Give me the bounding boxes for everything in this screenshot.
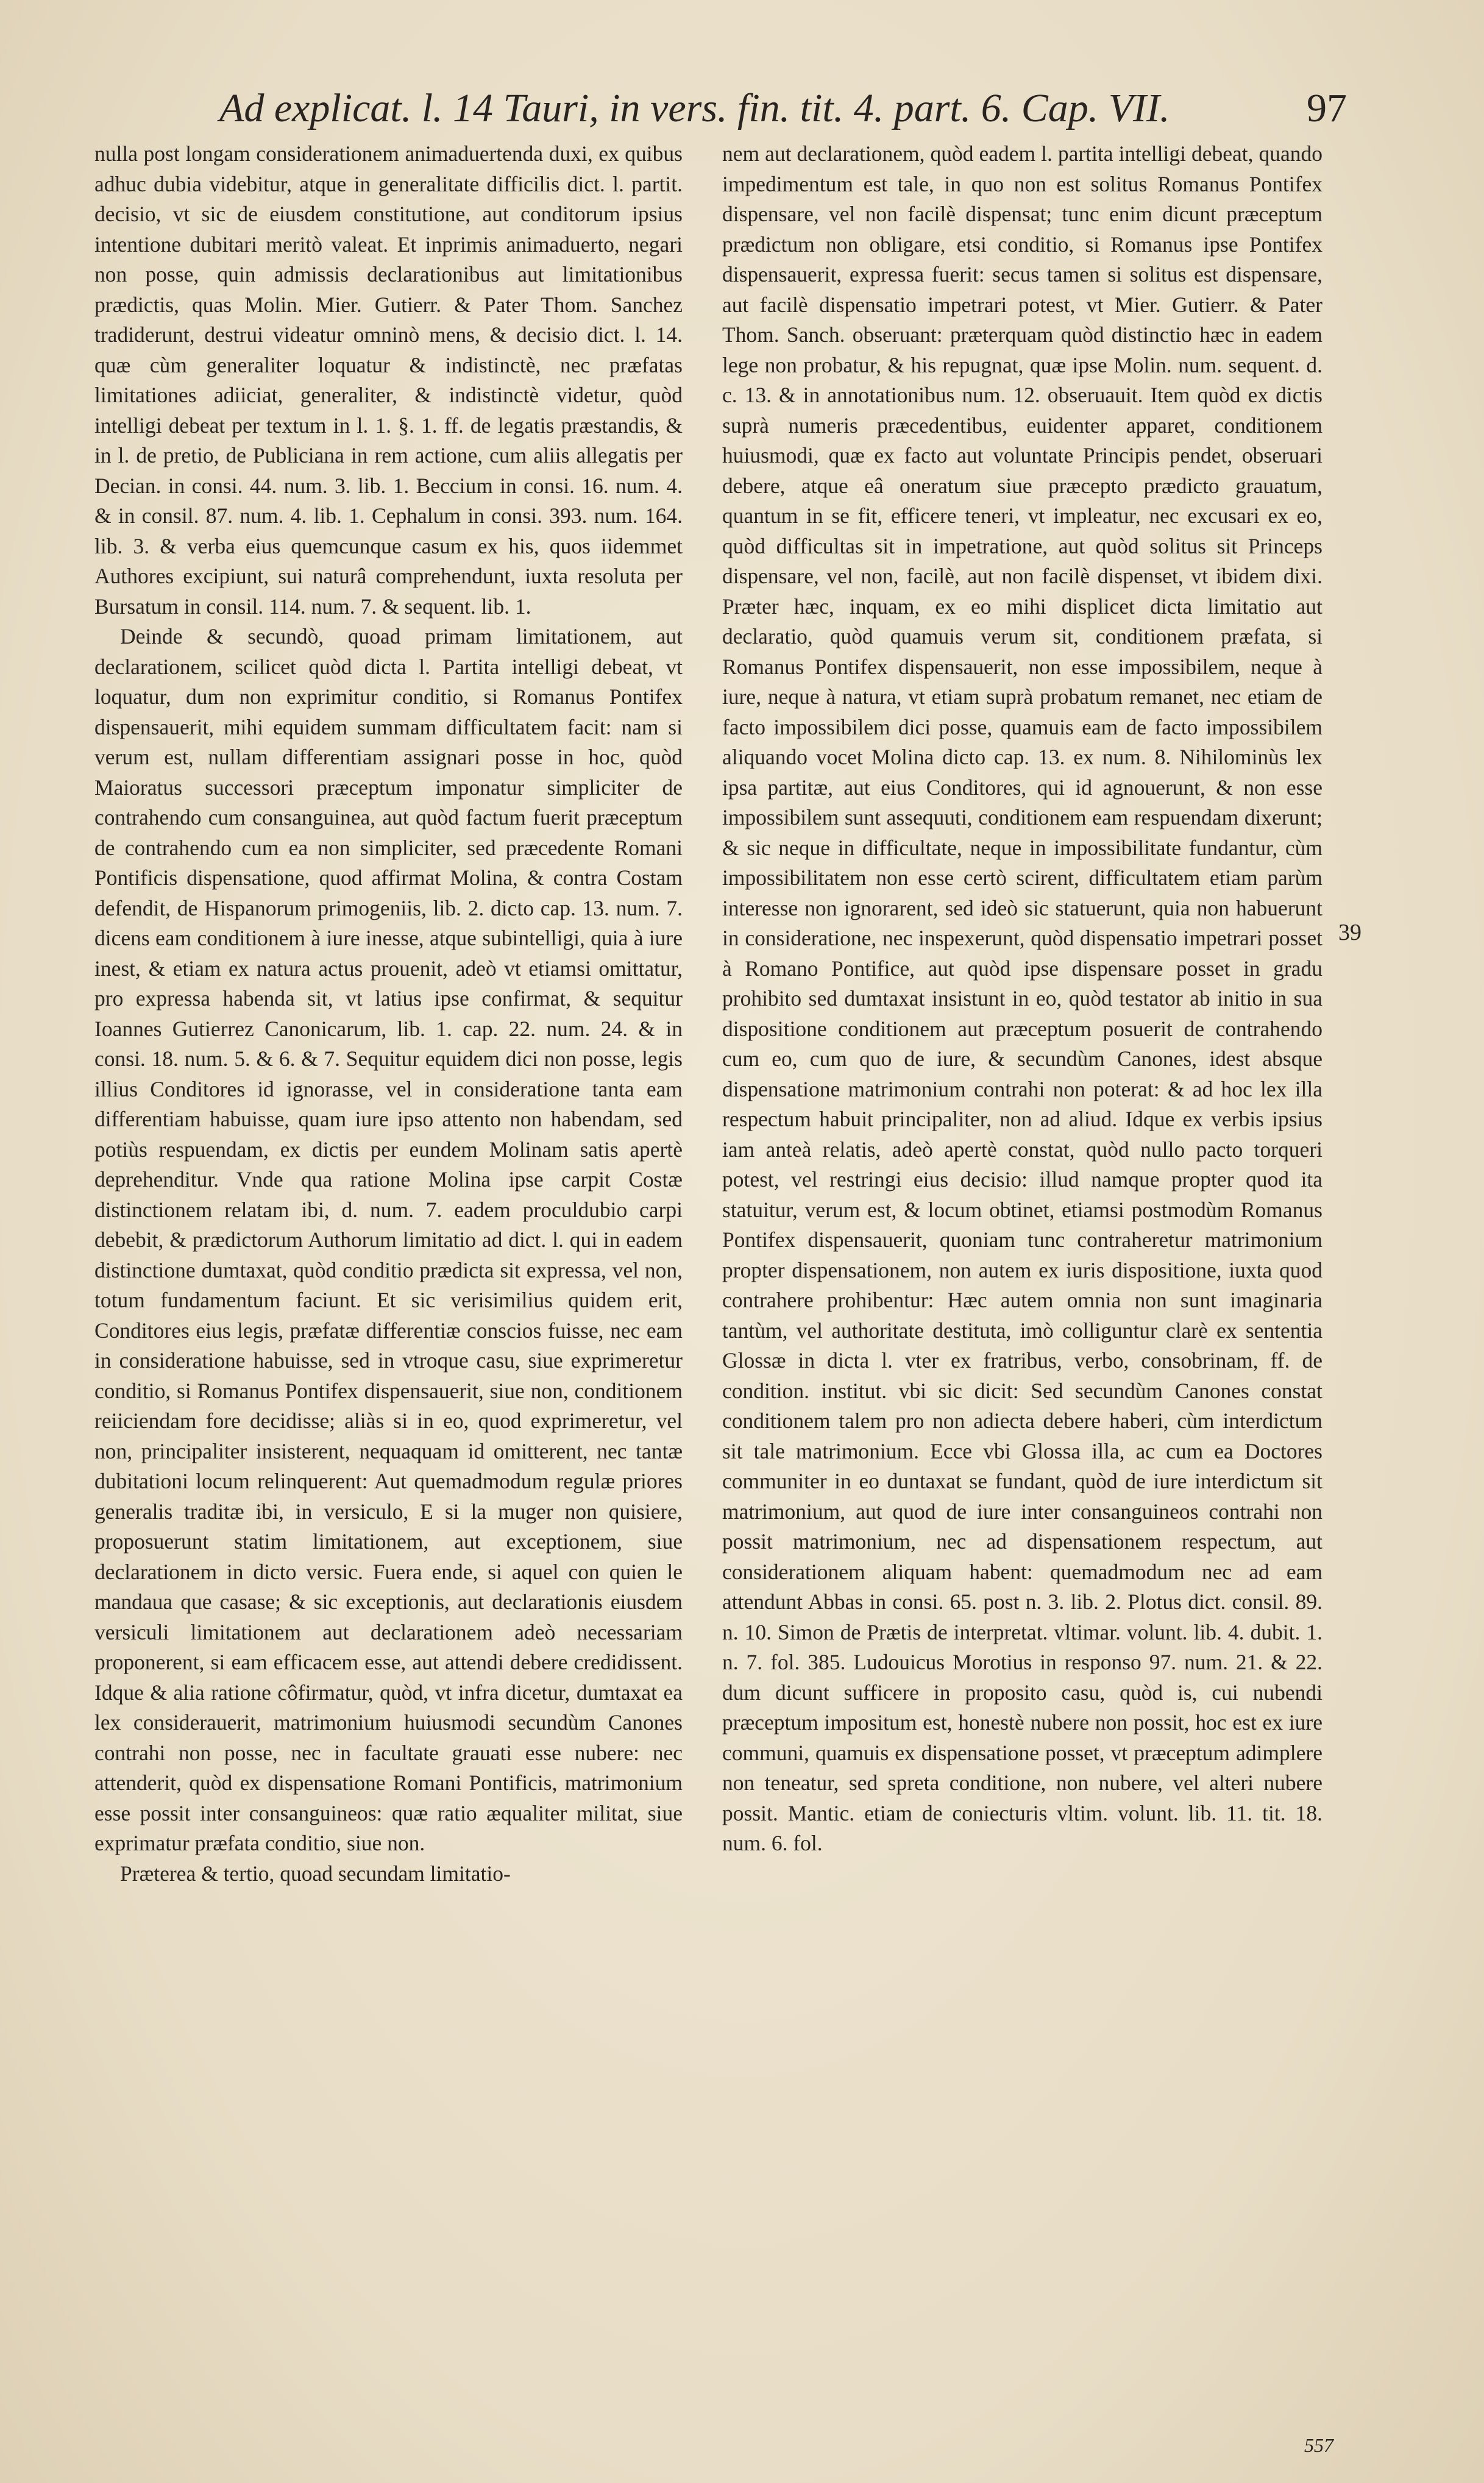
running-title: Ad explicat. l. 14 Tauri, in vers. fin. tit. 4. part. 6. Cap. VII. [219,86,1170,130]
right-column [722,139,1322,1859]
paragraph: nem aut declarationem, quòd eadem l. partita intelligi debeat, quando impedimentum est tale, in quo non est solitus Romanus Pontifex dispensare, vel non facilè dispensat; tunc enim dicunt præceptum prædictum non obligare, etsi conditio, si Romanus ipse Pontifex dispensauerit, expressa fuerit: secus tamen si solitus est dispensare, aut facilè dispensatio impetrari potest, vt Mier. Gutierr. & Pater Thom. Sanch. obseruant: præterquam quòd distinctio hæc in eadem lege non probatur, & his repugnat, quæ ipse Molin. num. sequent. d. c. 13. & in annotationibus num. 12. obseruauit. Item quòd ex dictis suprà numeris præcedentibus, euidenter apparet, conditionem huiusmodi, quæ ex facto aut voluntate Principis pendet, obseruari debere, atque eâ oneratum siue præcepto prædicto grauatum, quantum in se fit, efficere teneri, vt impleatur, nec excusari ex eo, quòd difficultas sit in impetratione, aut quòd solitus sit Princeps dispensare, vel non, facilè, aut non facilè dispenset, vt ibidem dixi. Præter hæc, inquam, ex eo mihi displicet dicta limitatio aut declaratio, quòd quamuis verum sit, conditionem præfata, si Romanus Pontifex dispensauerit, non esse impossibilem, neque à iure, neque à natura, vt etiam suprà probatum remanet, nec etiam de facto impossibilem dici posse, quamuis eam de facto impossibilem aliquando vocet Molina dicto cap. 13. ex num. 8. Nihilominùs lex ipsa partitæ, aut eius Conditores, qui id agnouerunt, & non esse impossibilem sunt assequuti, conditionem eam respuendam dixerunt; & sic neque in difficultate, neque in impossibilitate fundantur, cùm impossibilitatem non esse certò scirent, difficultatem etiam parùm interesse non ignorarent, sed ideò sic statuerunt, quia non habuerunt in consideratione, nec inspexerunt, quòd dispensatio impetrari posset à Romano Pontifice, aut quòd ipse dispensare posset in gradu prohibito sed dumtaxat insistunt in eo, quòd testator ab initio in sua dispositione conditionem aut præceptum posuerit de contrahendo cum eo, cum quo de iure, & secundùm Canones, idest absque dispensatione matrimonium contrahi non poterat: & ad hoc lex illa respectum habuit principaliter, non ad aliud. Idque ex verbis ipsius iam anteà relatis, adeò apertè constat, quòd nullo pacto torqueri potest, vel restringi eius decisio: illud namque propter quod ita statuitur, verum est, & locum obtinet, etiamsi postmodùm Romanus Pontifex dispensauerit, quoniam tunc contraheretur matrimonium propter dispensationem, non autem ex iuris dispositione, iuxta quod contrahere prohibentur: Hæc autem omnia non sunt imaginaria tantùm, vel authoritate destituta, imò colliguntur clarè ex sententia Glossæ in dicta l. vter ex fratribus, verbo, consobrinam, ff. de condition. institut. vbi sic dicit: Sed secundùm Canones constat conditionem talem pro non adiecta debere haberi, cùm interdictum sit tale matrimonium. Ecce vbi Glossa illa, ac cum ea Doctores communiter in eo duntaxat se fundant, quòd de iure interdictum sit matrimonium, aut quod de iure inter consanguineos contrahi non possit matrimonium, nec ad dispensationem respectum, aut considerationem aliquam habent: quemadmodum nec ad eam attendunt Abbas in consi. 65. post n. 3. lib. 2. Plotus dict. consil. 89. n. 10. Simon de Prætis de interpretat. vltimar. volunt. lib. 4. dubit. 1. n. 7. fol. 385. Ludouicus Morotius in responso 97. num. 21. & 22. dum dicunt sufficere in proposito casu, quòd is, cui nubendi præceptum impositum est, honestè nubere non possit, hoc est ex iure communi, quamuis ex dispensatione posset, vt præceptum adimplere non teneatur, sed spreta conditione, non nubere, vel alteri nubere possit. Mantic. etiam de coniecturis vltim. volunt. lib. 11. tit. 18. num. 6. fol. [722,141,1322,1855]
signature-mark: 557 [1304,2434,1333,2456]
page-number: 97 [1307,86,1347,130]
paragraph: Deinde & secundò, quoad primam limitationem, aut declarationem, scilicet quòd dicta l. Partita intelligi debeat, vt loquatur, dum non exprimitur conditio, si Romanus Pontifex dispensauerit, mihi equidem summam difficultatem facit: nam si verum est, nullam differentiam assignari posse in hoc, quòd Maioratus successori præceptum imponatur simpliciter de contrahendo cum consanguinea, aut quòd factum fuerit præceptum de contrahendo cum ea non simpliciter, sed præcedente Romani Pontificis dispensatione, quod affirmat Molina, & contra Costam defendit, de Hispanorum primogeniis, lib. 2. dicto cap. 13. num. 7. dicens eam conditionem à iure inesse, atque subintelligi, quia à iure inest, & etiam ex natura actus prouenit, adeò vt etiamsi omittatur, pro expressa habenda sit, vt latius ipse confirmat, & sequitur Ioannes Gutierrez Canonicarum, lib. 1. cap. 22. num. 24. & in consi. 18. num. 5. & 6. & 7. Sequitur equidem dici non posse, legis illius Conditores id ignorasse, vel in consideratione tanta eam differentiam habuisse, quam iure ipso attento non habendam, sed potiùs respuendam, ex dictis per eundem Molinam satis apertè deprehenditur. Vnde qua ratione Molina ipse carpit Costæ distinctionem relatam ibi, d. num. 7. eadem proculdubio carpi debebit, & prædictorum Authorum limitatio ad dict. l. qui in eadem distinctione dumtaxat, quòd conditio prædicta sit expressa, vel non, totum fundamentum faciunt. Et sic verisimilius quidem erit, Conditores eius legis, præfatæ differentiæ conscios fuisse, nec eam in consideratione habuisse, sed in vtroque casu, siue exprimeretur conditio, si Romanus Pontifex dispensauerit, siue non, conditionem reiiciendam fore decidisse; aliàs si in eo, quod exprimeretur, vel non, principaliter insisterent, nequaquam id omitterent, nec tantæ dubitationi locum relinquerent: Aut quemadmodum regulæ priores generalis traditæ ibi, in versiculo, E si la muger non quisiere, proposuerunt statim limitationem, aut exceptionem, siue declarationem in dicto versic. Fuera ende, si aquel con quien le mandaua que casase; & sic exceptionis, aut declarationis eiusdem versiculi limitationem aut declarationem adeò necessariam proponerent, si eam efficacem esse, aut attendi debere credidissent. Idque & alia ratione côfirmatur, quòd, vt infra dicetur, dumtaxat ea lex considerauerit, matrimonium huiusmodi secundùm Canones contrahi non posse, nec in facultate grauati esse nubere: nec attenderit, quòd ex dispensatione Romani Pontificis, matrimonium esse possit inter consanguineos: quæ ratio æqualiter militat, siue exprimatur præfata conditio, siue non. [94,624,683,1855]
paragraph: nulla post longam considerationem animaduertenda duxi, ex quibus adhuc dubia videbitur, atque in generalitate difficilis dict. l. partit. decisio, vt sic de eiusdem constitutione, aut conditorum ipsius intentione dubitari meritò valeat. Et inprimis animaduerto, negari non posse, quin admissis declarationibus aut limitationibus prædictis, quas Molin. Mier. Gutierr. & Pater Thom. Sanchez tradiderunt, destrui videatur omninò mens, & decisio dict. l. 14. quæ cùm generaliter loquatur & indistinctè, nec præfatas limitationes adiiciat, generaliter, & indistinctè videtur, quòd intelligi debeat per textum in l. 1. §. 1. ff. de legatis præstandis, & in l. de pretio, de Publiciana in rem actione, cum aliis allegatis per Decian. in consi. 44. num. 3. lib. 1. Beccium in consi. 16. num. 4. & in consil. 87. num. 4. lib. 1. Cephalum in consi. 393. num. 164. lib. 3. & verba eius quemcunque casum ex his, quos iidemmet Authores excipiunt, sui naturâ comprehendunt, iuxta resoluta per Bursatum in consil. 114. num. 7. & sequent. lib. 1. [94,141,683,619]
left-column [94,139,683,1889]
margin-number: 39 [1338,920,1362,945]
paragraph: Præterea & tertio, quoad secundam limitatio- [120,1861,511,1886]
running-header [219,79,1347,138]
